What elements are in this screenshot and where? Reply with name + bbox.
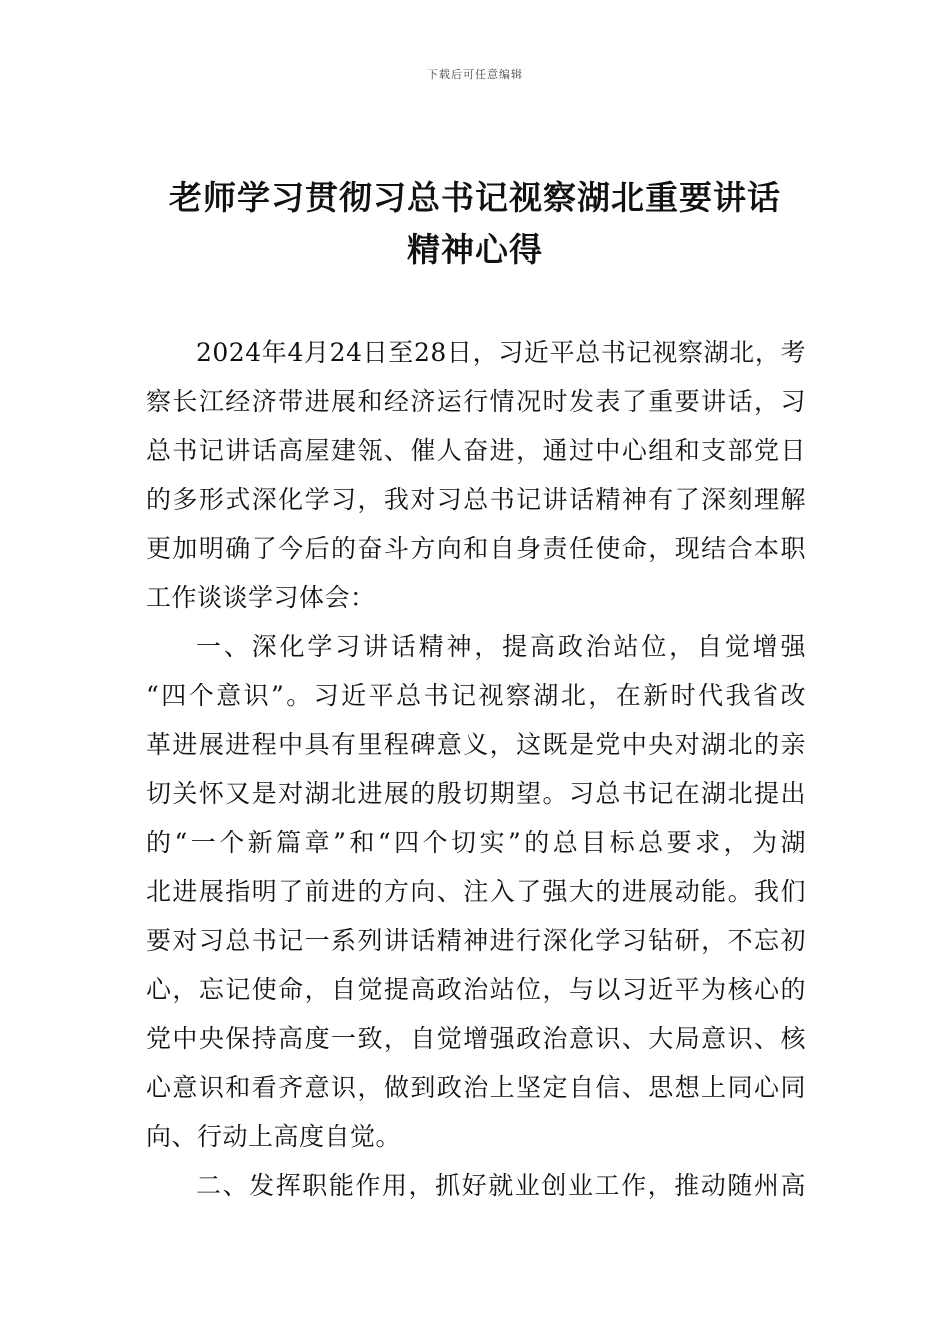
paragraph-line: 革进展进程中具有里程碑意义，这既是党中央对湖北的亲	[146, 730, 806, 759]
title-line-2: 精神心得	[407, 230, 543, 269]
paragraph-line: 要对习总书记一系列讲话精神进行深化学习钻研，不忘初	[146, 926, 806, 955]
paragraph-line: 切关怀又是对湖北进展的殷切期望。习总书记在湖北提出	[146, 779, 806, 808]
paragraph-line: 二、发挥职能作用，抓好就业创业工作，推动随州高	[196, 1171, 806, 1200]
document-body	[146, 328, 806, 1210]
paragraph-line: 北进展指明了前进的方向、注入了强大的进展动能。我们	[146, 877, 806, 906]
paragraph-line: 向、行动上高度自觉。	[146, 1122, 402, 1151]
paragraph-line: 工作谈谈学习体会：	[146, 583, 376, 612]
paragraph-line: 2024年4月24日至28日，习近平总书记视察湖北，考	[196, 338, 806, 367]
paragraph-line: 党中央保持高度一致，自觉增强政治意识、大局意识、核	[146, 1024, 806, 1053]
paragraph-line: 心意识和看齐意识，做到政治上坚定自信、思想上同心同	[146, 1073, 806, 1102]
paragraph-line: 更加明确了今后的奋斗方向和自身责任使命，现结合本职	[146, 534, 806, 563]
paragraph-line: 一、深化学习讲话精神，提高政治站位，自觉增强	[196, 632, 806, 661]
header-note: 下载后可任意编辑	[427, 68, 523, 81]
paragraph-line: 的多形式深化学习，我对习总书记讲话精神有了深刻理解	[146, 485, 806, 514]
paragraph-line: 察长江经济带进展和经济运行情况时发表了重要讲话，习	[146, 387, 806, 416]
document-title	[120, 172, 830, 276]
title-line-1: 老师学习贯彻习总书记视察湖北重要讲话	[169, 178, 781, 217]
paragraph-line: 的“一个新篇章”和“四个切实”的总目标总要求，为湖	[146, 828, 806, 857]
paragraph-line: 总书记讲话高屋建瓴、催人奋进，通过中心组和支部党日	[146, 436, 806, 465]
paragraph-line: 心，忘记使命，自觉提高政治站位，与以习近平为核心的	[146, 975, 806, 1004]
paragraph-line: “四个意识”。习近平总书记视察湖北，在新时代我省改	[146, 681, 806, 710]
